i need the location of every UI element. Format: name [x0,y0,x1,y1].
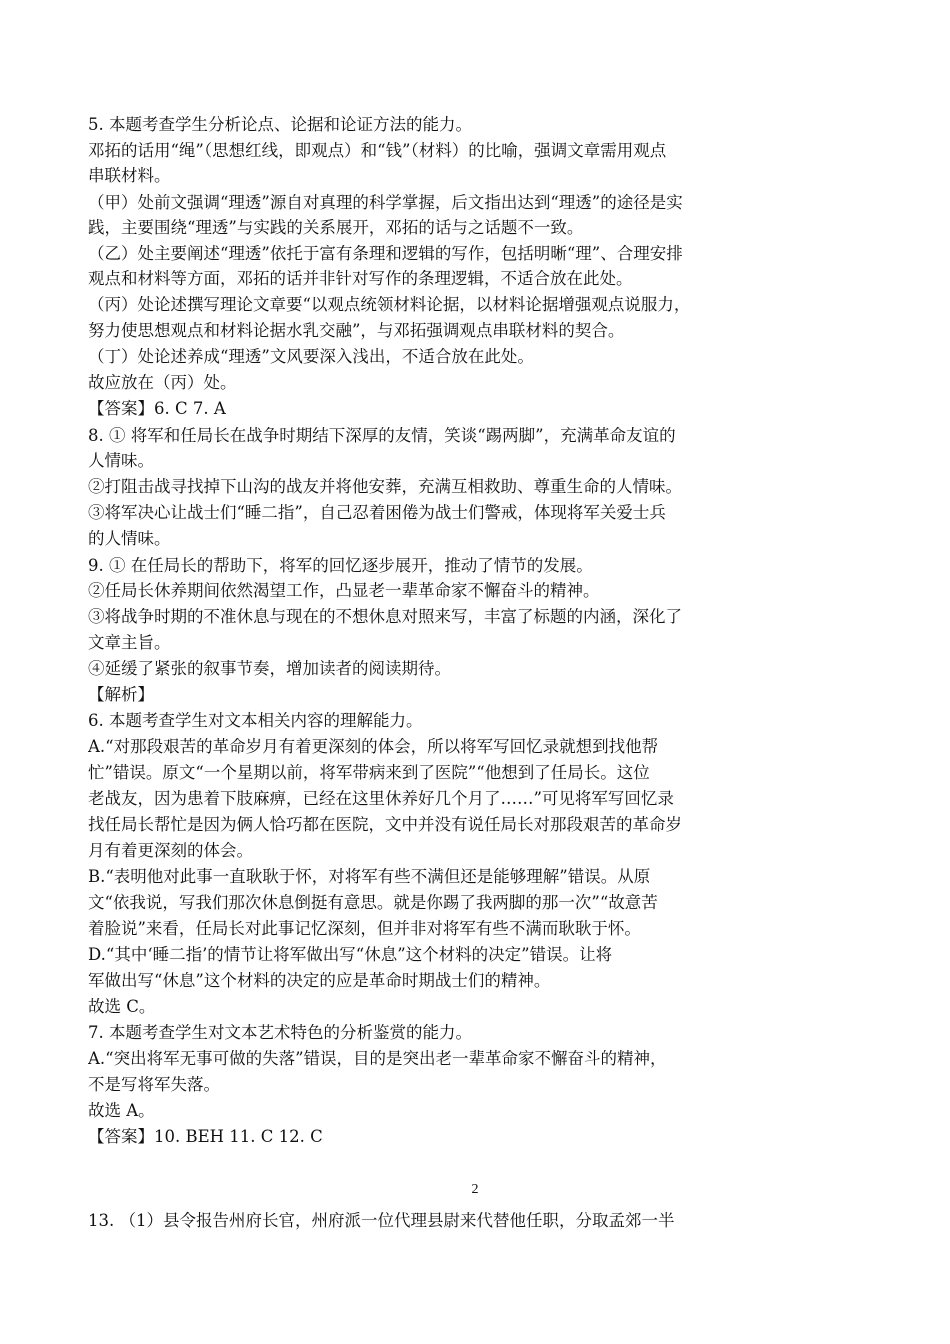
text-line: 串联材料。 [88,166,171,185]
text-line: 7. 本题考查学生对文本艺术特色的分析鉴赏的能力。 [88,1023,472,1042]
answer-line: 【答案】10. BEH 11. C 12. C [88,1127,323,1146]
text-line: 忙”错误。原文“一个星期以前，将军带病来到了医院”“他想到了任局长。这位 [88,763,650,782]
text-line: 践，主要围绕“理透”与实践的关系展开，邓拓的话与之话题不一致。 [88,218,584,237]
text-line: 努力使思想观点和材料论据水乳交融”，与邓拓强调观点串联材料的契合。 [88,321,625,340]
text-line: 文“依我说，写我们那次休息倒挺有意思。就是你踢了我两脚的那一次”“故意苦 [88,893,658,912]
text-line: 观点和材料等方面，邓拓的话并非针对写作的条理逻辑，不适合放在此处。 [88,269,633,288]
text-line: 邓拓的话用“绳”（思想红线，即观点）和“钱”（材料）的比喻，强调文章需用观点 [88,141,667,160]
section-heading: 【解析】 [88,685,154,704]
text-line: 找任局长帮忙是因为俩人恰巧都在医院，文中并没有说任局长对那段艰苦的革命岁 [88,815,682,834]
text-line: A.“对那段艰苦的革命岁月有着更深刻的体会，所以将军写回忆录就想到找他帮 [88,737,659,756]
text-line: 文章主旨。 [88,633,171,652]
page-number: 2 [471,1182,479,1197]
text-line: 的人情味。 [88,529,171,548]
text-line: ②任局长休养期间依然渴望工作，凸显老一辈革命家不懈奋斗的精神。 [88,581,600,600]
text-line: D.“其中‘睡二指’的情节让将军做出写“休息”这个材料的决定”错误。让将 [88,945,613,964]
text-line: （丙）处论述撰写理论文章要“以观点统领材料论据，以材料论据增强观点说服力， [88,295,691,314]
text-line: 月有着更深刻的体会。 [88,841,253,860]
text-line: 不是写将军失落。 [88,1075,220,1094]
answer-line: 【答案】6. C 7. A [88,399,226,418]
text-line: 故应放在（丙）处。 [88,373,237,392]
text-line: 老战友，因为患着下肢麻痹，已经在这里休养好几个月了……”可见将军写回忆录 [88,789,674,808]
text-line: 故选 A。 [88,1101,155,1120]
text-line: A.“突出将军无事可做的失落”错误，目的是突出老一辈革命家不懈奋斗的精神， [88,1049,667,1068]
text-line: 故选 C。 [88,997,156,1016]
text-line: （乙）处主要阐述“理透”依托于富有条理和逻辑的写作，包括明晰“理”、合理安排 [88,244,683,263]
text-line: 5. 本题考查学生分析论点、论据和论证方法的能力。 [88,115,472,134]
text-line: 着脸说”来看，任局长对此事记忆深刻，但并非对将军有些不满而耿耿于怀。 [88,919,641,938]
text-line: 8. ① 将军和任局长在战争时期结下深厚的友情，笑谈“踢两脚”，充满革命友谊的 [88,426,676,445]
text-line: 6. 本题考查学生对文本相关内容的理解能力。 [88,711,423,730]
text-line: 9. ① 在任局长的帮助下，将军的回忆逐步展开，推动了情节的发展。 [88,556,593,575]
text-line: ③将战争时期的不准休息与现在的不想休息对照来写，丰富了标题的内涵，深化了 [88,607,682,626]
text-line: ④延缓了紧张的叙事节奏，增加读者的阅读期待。 [88,659,451,678]
next-page-line: 13. （1）县令报告州府长官，州府派一位代理县尉来代替他任职，分取孟郊一半 [88,1211,675,1230]
text-line: （丁）处论述养成“理透”文风要深入浅出，不适合放在此处。 [88,347,534,366]
text-line: 人情味。 [88,451,154,470]
text-line: ③将军决心让战士们“睡二指”，自己忍着困倦为战士们警戒，体现将军关爱士兵 [88,503,666,522]
text-line: ②打阻击战寻找掉下山沟的战友并将他安葬，充满互相救助、尊重生命的人情味。 [88,477,682,496]
text-line: B.“表明他对此事一直耿耿于怀，对将军有些不满但还是能够理解”错误。从原 [88,867,651,886]
text-line: （甲）处前文强调“理透”源自对真理的科学掌握，后文指出达到“理透”的途径是实 [88,193,683,212]
text-line: 军做出写“休息”这个材料的决定的应是革命时期战士们的精神。 [88,971,551,990]
